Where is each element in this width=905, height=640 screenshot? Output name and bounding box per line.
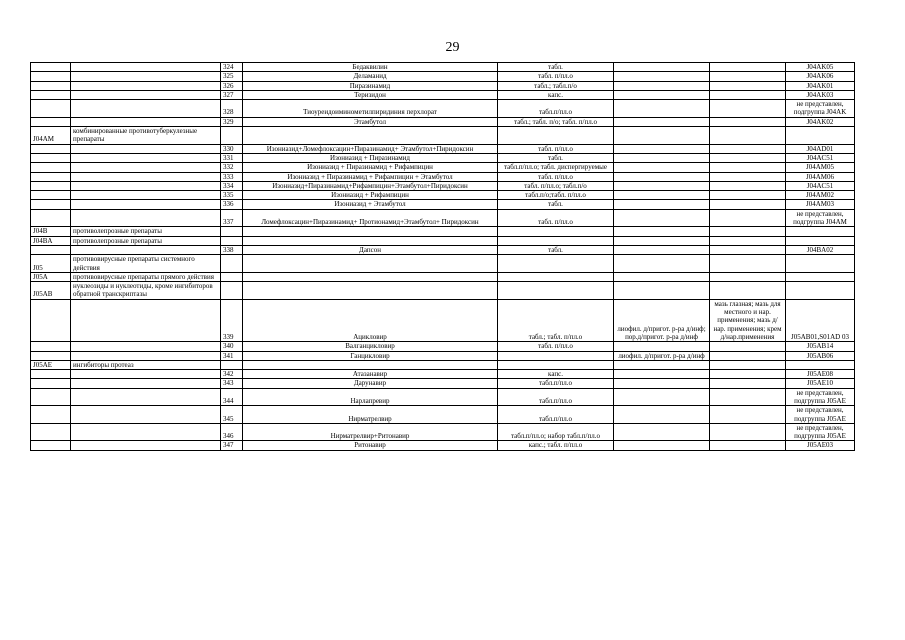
table-row	[31, 63, 855, 72]
table-row	[31, 388, 855, 406]
topical-form-cell	[710, 236, 786, 245]
dosage-form-cell: табл.	[498, 63, 614, 72]
injection-form-cell	[614, 227, 710, 236]
table-row	[31, 406, 855, 424]
injection-form-cell	[614, 272, 710, 281]
dosage-form-cell	[498, 127, 614, 145]
atc-group-code-cell: J05A	[31, 272, 71, 281]
atc-group-code-cell	[31, 441, 71, 450]
group-name-cell	[71, 191, 221, 200]
table-row	[31, 360, 855, 369]
drug-name-cell: Валганцикловир	[243, 342, 498, 351]
table-row	[31, 144, 855, 153]
group-name-cell: противолепрозные препараты	[71, 227, 221, 236]
drug-name-cell: Деламанид	[243, 72, 498, 81]
atc-group-code-cell: J05	[31, 255, 71, 273]
atc-group-code-cell	[31, 81, 71, 90]
injection-form-cell	[614, 90, 710, 99]
table-body	[31, 63, 855, 451]
group-name-cell	[71, 200, 221, 209]
table-row	[31, 72, 855, 81]
dosage-form-cell: табл.п/пл.о; табл. диспергируемые	[498, 163, 614, 172]
atc-group-code-cell: J04BA	[31, 236, 71, 245]
dosage-form-cell: табл. п/пл.о	[498, 172, 614, 181]
table-row	[31, 299, 855, 341]
dosage-form-cell: табл.	[498, 245, 614, 254]
injection-form-cell	[614, 100, 710, 118]
drug-name-cell: Атазанавир	[243, 370, 498, 379]
row-number-cell: 331	[221, 153, 243, 162]
table-row	[31, 100, 855, 118]
group-name-cell	[71, 153, 221, 162]
atc-code-cell: J04AM06	[786, 172, 855, 181]
page-number: 29	[445, 40, 460, 55]
group-name-cell	[71, 181, 221, 190]
injection-form-cell	[614, 81, 710, 90]
table-row	[31, 342, 855, 351]
dosage-form-cell	[498, 351, 614, 360]
row-number-cell: 337	[221, 209, 243, 227]
atc-code-cell: J04AK01	[786, 81, 855, 90]
injection-form-cell	[614, 388, 710, 406]
row-number-cell: 325	[221, 72, 243, 81]
atc-code-cell: J04AK03	[786, 90, 855, 99]
drug-name-cell: Ацикловир	[243, 299, 498, 341]
drug-name-cell	[243, 360, 498, 369]
atc-group-code-cell	[31, 200, 71, 209]
group-name-cell	[71, 90, 221, 99]
drug-name-cell: Нарлапревир	[243, 388, 498, 406]
atc-code-cell: не представлен, подгруппа J05AE	[786, 388, 855, 406]
row-number-cell: 333	[221, 172, 243, 181]
row-number-cell	[221, 127, 243, 145]
atc-code-cell	[786, 282, 855, 300]
row-number-cell: 327	[221, 90, 243, 99]
dosage-form-cell	[498, 272, 614, 281]
topical-form-cell	[710, 63, 786, 72]
injection-form-cell	[614, 379, 710, 388]
atc-code-cell: J04AC51	[786, 181, 855, 190]
row-number-cell: 341	[221, 351, 243, 360]
table-row	[31, 117, 855, 126]
dosage-form-cell: капс.; табл. п/пл.о	[498, 441, 614, 450]
atc-group-code-cell	[31, 153, 71, 162]
dosage-form-cell: табл.; табл.п/о	[498, 81, 614, 90]
row-number-cell: 334	[221, 181, 243, 190]
injection-form-cell	[614, 255, 710, 273]
atc-group-code-cell	[31, 209, 71, 227]
dosage-form-cell	[498, 236, 614, 245]
atc-code-cell: J04AM03	[786, 200, 855, 209]
table-row	[31, 245, 855, 254]
topical-form-cell	[710, 227, 786, 236]
atc-group-code-cell	[31, 388, 71, 406]
atc-code-cell: J05AB06	[786, 351, 855, 360]
row-number-cell: 339	[221, 299, 243, 341]
row-number-cell: 332	[221, 163, 243, 172]
row-number-cell	[221, 360, 243, 369]
injection-form-cell	[614, 200, 710, 209]
dosage-form-cell: табл. п/пл.о; табл.п/о	[498, 181, 614, 190]
injection-form-cell	[614, 370, 710, 379]
table-row	[31, 272, 855, 281]
drug-name-cell: Дапсон	[243, 245, 498, 254]
table-row	[31, 255, 855, 273]
atc-group-code-cell	[31, 423, 71, 441]
table-row	[31, 282, 855, 300]
dosage-form-cell: табл.п/пл.о	[498, 100, 614, 118]
injection-form-cell	[614, 181, 710, 190]
topical-form-cell	[710, 342, 786, 351]
drug-name-cell	[243, 282, 498, 300]
injection-form-cell	[614, 342, 710, 351]
drug-name-cell	[243, 227, 498, 236]
dosage-form-cell	[498, 255, 614, 273]
dosage-form-cell: табл.п/пл.о; набор табл.п/пл.о	[498, 423, 614, 441]
drug-list-table	[30, 62, 855, 451]
dosage-form-cell: табл.п/пл.о	[498, 379, 614, 388]
topical-form-cell	[710, 163, 786, 172]
group-name-cell	[71, 144, 221, 153]
row-number-cell: 343	[221, 379, 243, 388]
topical-form-cell	[710, 360, 786, 369]
atc-group-code-cell: J05AE	[31, 360, 71, 369]
row-number-cell: 345	[221, 406, 243, 424]
atc-code-cell: не представлен, подгруппа J04AK	[786, 100, 855, 118]
injection-form-cell: лиофил. д/пригот. р-ра д/инф; пор.д/пригот. р-ра д/инф	[614, 299, 710, 341]
atc-group-code-cell: J04AM	[31, 127, 71, 145]
row-number-cell	[221, 282, 243, 300]
atc-code-cell	[786, 360, 855, 369]
drug-name-cell: Ганцикловир	[243, 351, 498, 360]
dosage-form-cell	[498, 282, 614, 300]
group-name-cell	[71, 379, 221, 388]
atc-code-cell: J05AB14	[786, 342, 855, 351]
atc-group-code-cell: J05AB	[31, 282, 71, 300]
atc-code-cell: J05AE03	[786, 441, 855, 450]
drug-name-cell: Теризидон	[243, 90, 498, 99]
row-number-cell: 338	[221, 245, 243, 254]
drug-name-cell: Нирматрелвир	[243, 406, 498, 424]
topical-form-cell	[710, 144, 786, 153]
topical-form-cell	[710, 127, 786, 145]
group-name-cell	[71, 299, 221, 341]
group-name-cell	[71, 370, 221, 379]
group-name-cell	[71, 342, 221, 351]
drug-name-cell: Этамбутол	[243, 117, 498, 126]
row-number-cell: 346	[221, 423, 243, 441]
group-name-cell	[71, 388, 221, 406]
drug-name-cell: Ломефлоксацин+Пиразинамид+ Протионамид+Этамбутол+ Пиридоксин	[243, 209, 498, 227]
table-row	[31, 441, 855, 450]
row-number-cell	[221, 255, 243, 273]
table-row	[31, 209, 855, 227]
atc-code-cell: не представлен, подгруппа J04AM	[786, 209, 855, 227]
dosage-form-cell: табл.	[498, 200, 614, 209]
drug-name-cell: Изониазид + Пиразинамид	[243, 153, 498, 162]
table-row	[31, 370, 855, 379]
drug-name-cell: Дарунавир	[243, 379, 498, 388]
injection-form-cell	[614, 191, 710, 200]
dosage-form-cell: табл. п/пл.о	[498, 209, 614, 227]
atc-code-cell	[786, 272, 855, 281]
dosage-form-cell: табл.; табл. п/о; табл. п/пл.о	[498, 117, 614, 126]
topical-form-cell	[710, 172, 786, 181]
table-row	[31, 172, 855, 181]
group-name-cell	[71, 351, 221, 360]
topical-form-cell	[710, 388, 786, 406]
group-name-cell	[71, 81, 221, 90]
group-name-cell	[71, 441, 221, 450]
group-name-cell	[71, 117, 221, 126]
atc-group-code-cell	[31, 172, 71, 181]
table-row	[31, 351, 855, 360]
atc-code-cell: J05AE08	[786, 370, 855, 379]
table-row	[31, 200, 855, 209]
injection-form-cell	[614, 144, 710, 153]
atc-code-cell: J04BA02	[786, 245, 855, 254]
drug-name-cell: Изониазид + Пиразинамид + Рифампицин + Этамбутол	[243, 172, 498, 181]
topical-form-cell	[710, 272, 786, 281]
dosage-form-cell: табл. п/пл.о	[498, 72, 614, 81]
atc-group-code-cell	[31, 181, 71, 190]
dosage-form-cell: табл. п/пл.о	[498, 144, 614, 153]
row-number-cell: 324	[221, 63, 243, 72]
row-number-cell: 328	[221, 100, 243, 118]
dosage-form-cell	[498, 227, 614, 236]
dosage-form-cell	[498, 360, 614, 369]
row-number-cell: 326	[221, 81, 243, 90]
row-number-cell: 330	[221, 144, 243, 153]
dosage-form-cell: табл.; табл. п/пл.о	[498, 299, 614, 341]
dosage-form-cell: капс.	[498, 370, 614, 379]
injection-form-cell	[614, 441, 710, 450]
topical-form-cell	[710, 255, 786, 273]
row-number-cell: 344	[221, 388, 243, 406]
topical-form-cell: мазь глазная; мазь для местного и нар. применения; мазь д/нар. применения; крем д/нар.применения	[710, 299, 786, 341]
atc-group-code-cell	[31, 117, 71, 126]
injection-form-cell	[614, 236, 710, 245]
atc-code-cell: J04AK06	[786, 72, 855, 81]
drug-name-cell	[243, 272, 498, 281]
topical-form-cell	[710, 81, 786, 90]
group-name-cell	[71, 72, 221, 81]
atc-group-code-cell	[31, 351, 71, 360]
group-name-cell: противолепрозные препараты	[71, 236, 221, 245]
topical-form-cell	[710, 423, 786, 441]
atc-group-code-cell	[31, 63, 71, 72]
injection-form-cell: лиофил. д/пригот. р-ра д/инф	[614, 351, 710, 360]
group-name-cell	[71, 63, 221, 72]
atc-group-code-cell	[31, 90, 71, 99]
injection-form-cell	[614, 172, 710, 181]
drug-name-cell	[243, 255, 498, 273]
atc-group-code-cell	[31, 342, 71, 351]
row-number-cell: 347	[221, 441, 243, 450]
drug-name-cell: Тиоуреидоиминометилпиридиния перхлорат	[243, 100, 498, 118]
atc-group-code-cell	[31, 191, 71, 200]
atc-group-code-cell	[31, 245, 71, 254]
table-row	[31, 153, 855, 162]
table-row	[31, 379, 855, 388]
topical-form-cell	[710, 200, 786, 209]
atc-group-code-cell	[31, 163, 71, 172]
atc-group-code-cell	[31, 406, 71, 424]
atc-group-code-cell	[31, 72, 71, 81]
topical-form-cell	[710, 370, 786, 379]
drug-name-cell: Изониазид + Этамбутол	[243, 200, 498, 209]
atc-code-cell: J05AB01,S01AD 03	[786, 299, 855, 341]
group-name-cell: противовирусные препараты прямого действия	[71, 272, 221, 281]
atc-code-cell: не представлен, подгруппа J05AE	[786, 406, 855, 424]
row-number-cell	[221, 227, 243, 236]
topical-form-cell	[710, 191, 786, 200]
atc-group-code-cell	[31, 379, 71, 388]
drug-name-cell: Изониазид + Рифампицин	[243, 191, 498, 200]
injection-form-cell	[614, 406, 710, 424]
dosage-form-cell: табл.п/пл.о	[498, 388, 614, 406]
table-row	[31, 191, 855, 200]
row-number-cell	[221, 272, 243, 281]
injection-form-cell	[614, 72, 710, 81]
topical-form-cell	[710, 209, 786, 227]
group-name-cell	[71, 209, 221, 227]
table-row	[31, 181, 855, 190]
topical-form-cell	[710, 351, 786, 360]
atc-code-cell	[786, 255, 855, 273]
group-name-cell: комбинированные противотуберкулезные препараты	[71, 127, 221, 145]
drug-name-cell: Изониазид + Пиразинамид + Рифампицин	[243, 163, 498, 172]
injection-form-cell	[614, 245, 710, 254]
atc-group-code-cell	[31, 100, 71, 118]
table-row	[31, 423, 855, 441]
group-name-cell	[71, 423, 221, 441]
injection-form-cell	[614, 282, 710, 300]
atc-code-cell: J04AD01	[786, 144, 855, 153]
atc-code-cell: J05AE10	[786, 379, 855, 388]
topical-form-cell	[710, 72, 786, 81]
atc-code-cell	[786, 236, 855, 245]
table-row	[31, 163, 855, 172]
topical-form-cell	[710, 100, 786, 118]
drug-name-cell: Изониазид+Пиразинамид+Рифампицин+Этамбутол+Пиридоксин	[243, 181, 498, 190]
injection-form-cell	[614, 153, 710, 162]
injection-form-cell	[614, 163, 710, 172]
atc-group-code-cell	[31, 144, 71, 153]
drug-name-cell	[243, 236, 498, 245]
atc-code-cell: J04AK05	[786, 63, 855, 72]
atc-code-cell	[786, 227, 855, 236]
injection-form-cell	[614, 63, 710, 72]
group-name-cell	[71, 163, 221, 172]
row-number-cell	[221, 236, 243, 245]
topical-form-cell	[710, 379, 786, 388]
injection-form-cell	[614, 117, 710, 126]
drug-name-cell: Нирматрелвир+Ритонавир	[243, 423, 498, 441]
topical-form-cell	[710, 90, 786, 99]
topical-form-cell	[710, 153, 786, 162]
drug-name-cell	[243, 127, 498, 145]
table-row	[31, 90, 855, 99]
topical-form-cell	[710, 282, 786, 300]
dosage-form-cell: капс.	[498, 90, 614, 99]
table-row	[31, 227, 855, 236]
atc-group-code-cell: J04B	[31, 227, 71, 236]
group-name-cell	[71, 245, 221, 254]
injection-form-cell	[614, 127, 710, 145]
topical-form-cell	[710, 406, 786, 424]
group-name-cell: ингибиторы протеаз	[71, 360, 221, 369]
atc-group-code-cell	[31, 370, 71, 379]
atc-code-cell: не представлен, подгруппа J05AE	[786, 423, 855, 441]
atc-code-cell	[786, 127, 855, 145]
table-row	[31, 81, 855, 90]
row-number-cell: 335	[221, 191, 243, 200]
group-name-cell	[71, 100, 221, 118]
table-row	[31, 236, 855, 245]
group-name-cell	[71, 172, 221, 181]
group-name-cell	[71, 406, 221, 424]
injection-form-cell	[614, 209, 710, 227]
injection-form-cell	[614, 423, 710, 441]
dosage-form-cell: табл.	[498, 153, 614, 162]
drug-name-cell: Пиразинамид	[243, 81, 498, 90]
row-number-cell: 342	[221, 370, 243, 379]
topical-form-cell	[710, 245, 786, 254]
atc-group-code-cell	[31, 299, 71, 341]
atc-code-cell: J04AM02	[786, 191, 855, 200]
topical-form-cell	[710, 181, 786, 190]
atc-code-cell: J04AC51	[786, 153, 855, 162]
table-row	[31, 127, 855, 145]
row-number-cell: 329	[221, 117, 243, 126]
dosage-form-cell: табл.п/пл.о	[498, 406, 614, 424]
group-name-cell: нуклеозиды и нуклеотиды, кроме ингибиторов обратной транскриптазы	[71, 282, 221, 300]
drug-name-cell: Бедаквилин	[243, 63, 498, 72]
atc-code-cell: J04AK02	[786, 117, 855, 126]
atc-code-cell: J04AM05	[786, 163, 855, 172]
topical-form-cell	[710, 441, 786, 450]
row-number-cell: 340	[221, 342, 243, 351]
row-number-cell: 336	[221, 200, 243, 209]
group-name-cell: противовирусные препараты системного действия	[71, 255, 221, 273]
dosage-form-cell: табл. п/пл.о	[498, 342, 614, 351]
drug-name-cell: Изониазид+Ломефлоксацин+Пиразинамид+ Этамбутол+Пиридоксин	[243, 144, 498, 153]
injection-form-cell	[614, 360, 710, 369]
drug-name-cell: Ритонавир	[243, 441, 498, 450]
topical-form-cell	[710, 117, 786, 126]
dosage-form-cell: табл.п/о;табл. п/пл.о	[498, 191, 614, 200]
